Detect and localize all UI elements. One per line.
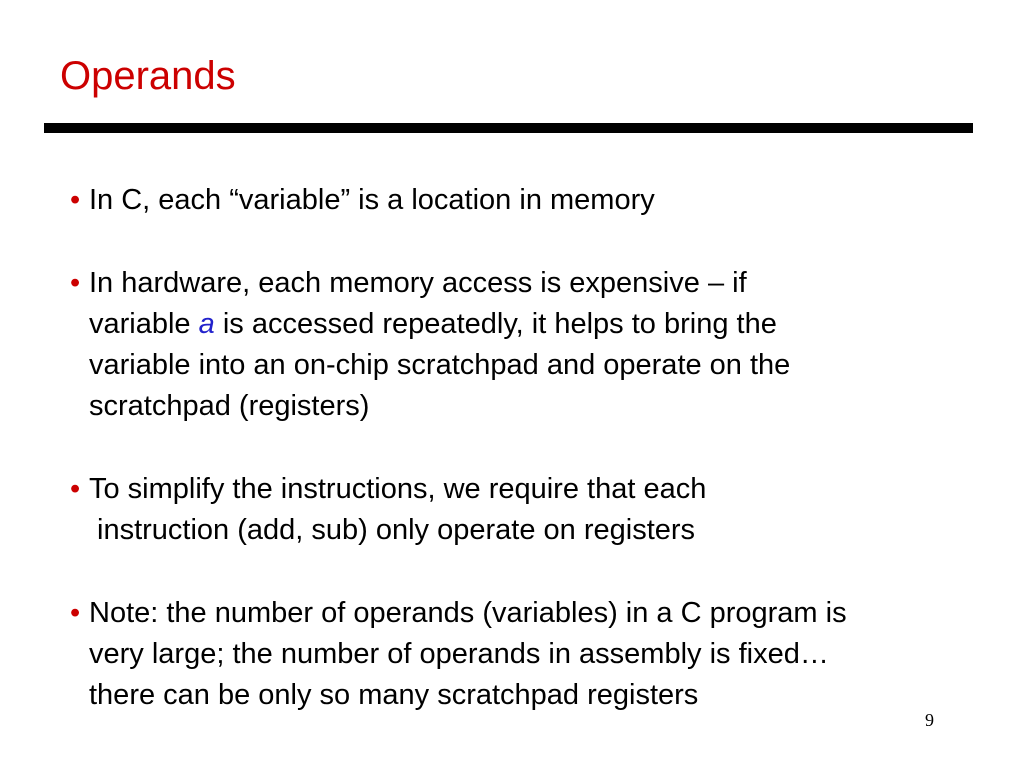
bullet-item [70, 263, 1010, 427]
bullet-line [89, 304, 1010, 345]
bullet-line: In C, each “variable” is a location in memory [89, 184, 655, 216]
bullet-line: variable into an on-chip scratchpad and operate on the [89, 349, 791, 381]
bullet-item [70, 180, 1010, 221]
bullet-line: Note: the number of operands (variables) in a C program is [89, 597, 847, 629]
text-fragment: is accessed repeatedly, it helps to bring the [214, 308, 777, 340]
bullet-marker: • [70, 267, 81, 299]
variable-name: a [198, 308, 215, 340]
bullet-item [70, 593, 1010, 716]
title-rule [44, 123, 973, 133]
bullet-line: scratchpad (registers) [89, 390, 370, 422]
bullet-line: there can be only so many scratchpad registers [89, 679, 699, 711]
bullet-marker: • [70, 473, 81, 505]
bullet-line: instruction (add, sub) only operate on registers [97, 514, 696, 546]
bullet-line: In hardware, each memory access is expensive – if [89, 267, 747, 299]
bullet-line: To simplify the instructions, we require that each [89, 473, 707, 505]
bullet-list [70, 180, 1010, 716]
bullet-marker: • [70, 184, 81, 216]
bullet-line: very large; the number of operands in assembly is fixed… [89, 638, 829, 670]
text-fragment: variable [89, 308, 199, 340]
bullet-item [70, 469, 1010, 551]
page-number: 9 [925, 710, 934, 730]
bullet-marker: • [70, 597, 81, 629]
slide-title: Operands [60, 54, 236, 98]
